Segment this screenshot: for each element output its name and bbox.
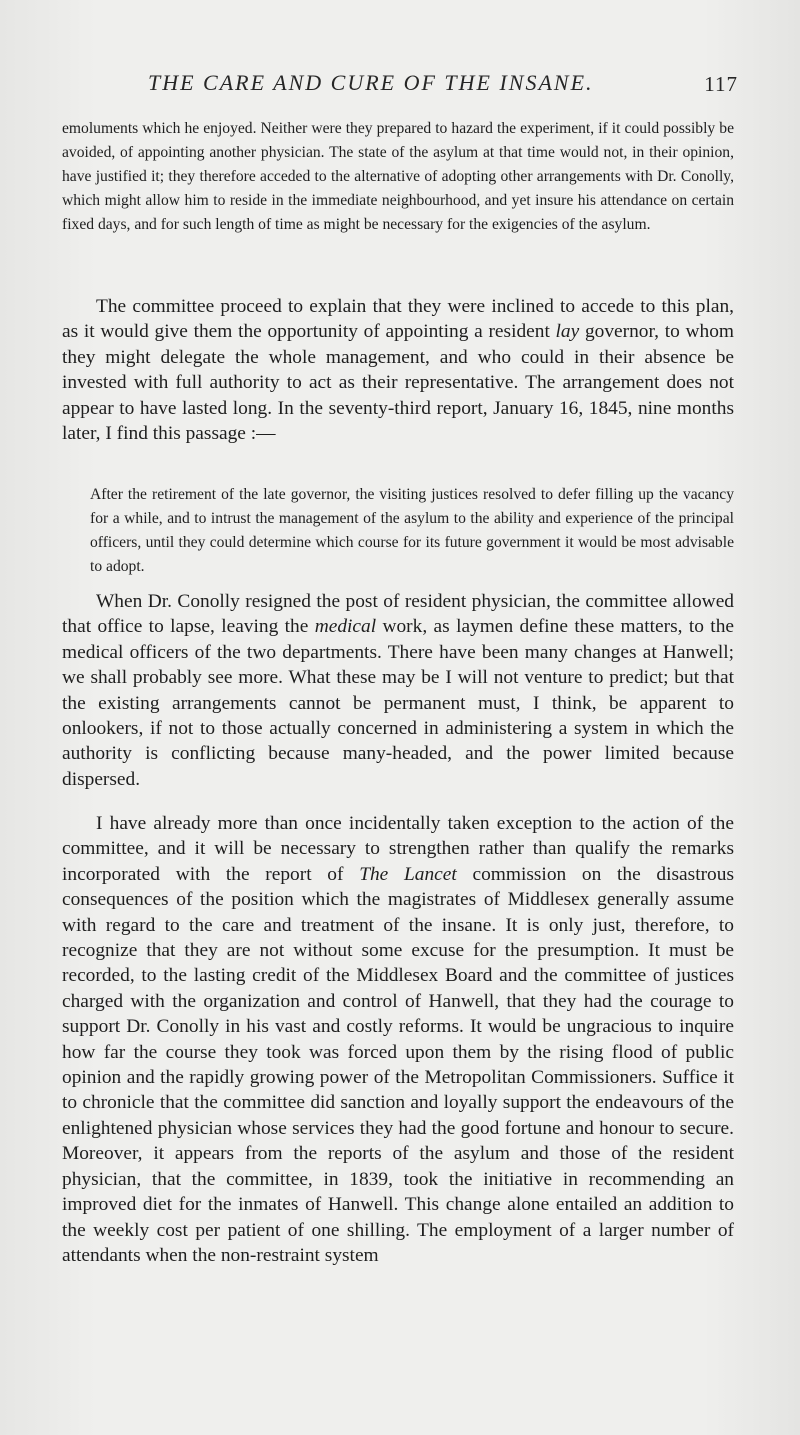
paragraph-3: [62, 589, 734, 792]
paragraph-2-text-before: The committee proceed to explain that they were inclined to accede to this plan, as it would give them the opportunity of appointing a resident: [62, 296, 734, 343]
running-title: THE CARE AND CURE OF THE INSANE.: [148, 70, 594, 95]
block-quote: After the retirement of the late governor, the visiting justices resolved to defer filling up the vacancy for a while, and to intrust the management of the asylum to the ability and experience of the principal officers, until they could determine which course for its future government it would be most advisable to adopt.: [90, 486, 734, 576]
paragraph-4-text-before: I have already more than once incidentally taken exception to the action of the committee, and it will be necessary to strengthen rather than qualify the remarks incorporated with the report of: [62, 813, 734, 885]
paragraph-3-text-before: When Dr. Conolly resigned the post of resident physician, the committee allowed that office to lapse, leaving the: [62, 591, 734, 638]
paragraph-3-text-after: work, as laymen define these matters, to the medical officers of the two departments. There have been many changes at Hanwell; we shall probably see more. What these may be I will not venture to predict; but that the existing arrangements cannot be permanent must, I think, be apparent to onlookers, if not to those actually concerned in administering a system in which the authority is conflicting because many-headed, and the power limited because dispersed.: [62, 616, 734, 790]
paragraph-2-text-after: governor, to whom they might delegate the whole management, and who could in their absence be invested with full authority to act as their representative. The arrangement does not appear to have lasted long. In the seventy-third report, January 16, 1845, nine months later, I find this passage :—: [62, 321, 734, 445]
paragraph-2-italic-lay: lay: [555, 321, 580, 343]
page-number: 117: [704, 72, 738, 96]
paragraph-1: emoluments which he enjoyed. Neither were they prepared to hazard the experiment, if it could possibly be avoided, of appointing another physician. The state of the asylum at that time would not, in their opinion, have justified it; they therefore acceded to the alternative of adopting other arrangements with Dr. Conolly, which might allow him to reside in the immediate neighbourhood, and yet insure his attendance on certain fixed days, and for such length of time as might be necessary for the exigencies of the asylum.: [62, 120, 734, 234]
paragraph-4: [62, 811, 734, 1268]
page-header: [62, 70, 738, 104]
paragraph-2: [62, 294, 734, 446]
paragraph-4-text-after: commission on the disastrous consequences of the position which the magistrates of Middlesex generally assume with regard to the care and treatment of the insane. It is only just, therefore, to recognize that they are not without some excuse for the presumption. It must be recorded, to the lasting credit of the Middlesex Board and the committee of justices charged with the organization and control of Hanwell, that they had the courage to support Dr. Conolly in his vast and costly reforms. It would be ungracious to inquire how far the course they took was forced upon them by the rising flood of public opinion and the rapidly growing power of the Metropolitan Commissioners. Suffice it to chronicle that the committee did sanction and loyally support the endeavours of the enlightened physician whose services they had the good fortune and honour to secure. Moreover, it appears from the reports of the asylum and those of the resident physician, that the committee, in 1839, took the initiative in recommending an improved diet for the inmates of Hanwell. This change alone entailed an addition to the weekly cost per patient of one shilling. The employment of a larger number of attendants when the non-restraint system: [62, 863, 734, 1266]
paragraph-4-italic-lancet: The Lancet: [359, 863, 457, 885]
paragraph-3-italic-medical: medical: [314, 616, 377, 638]
